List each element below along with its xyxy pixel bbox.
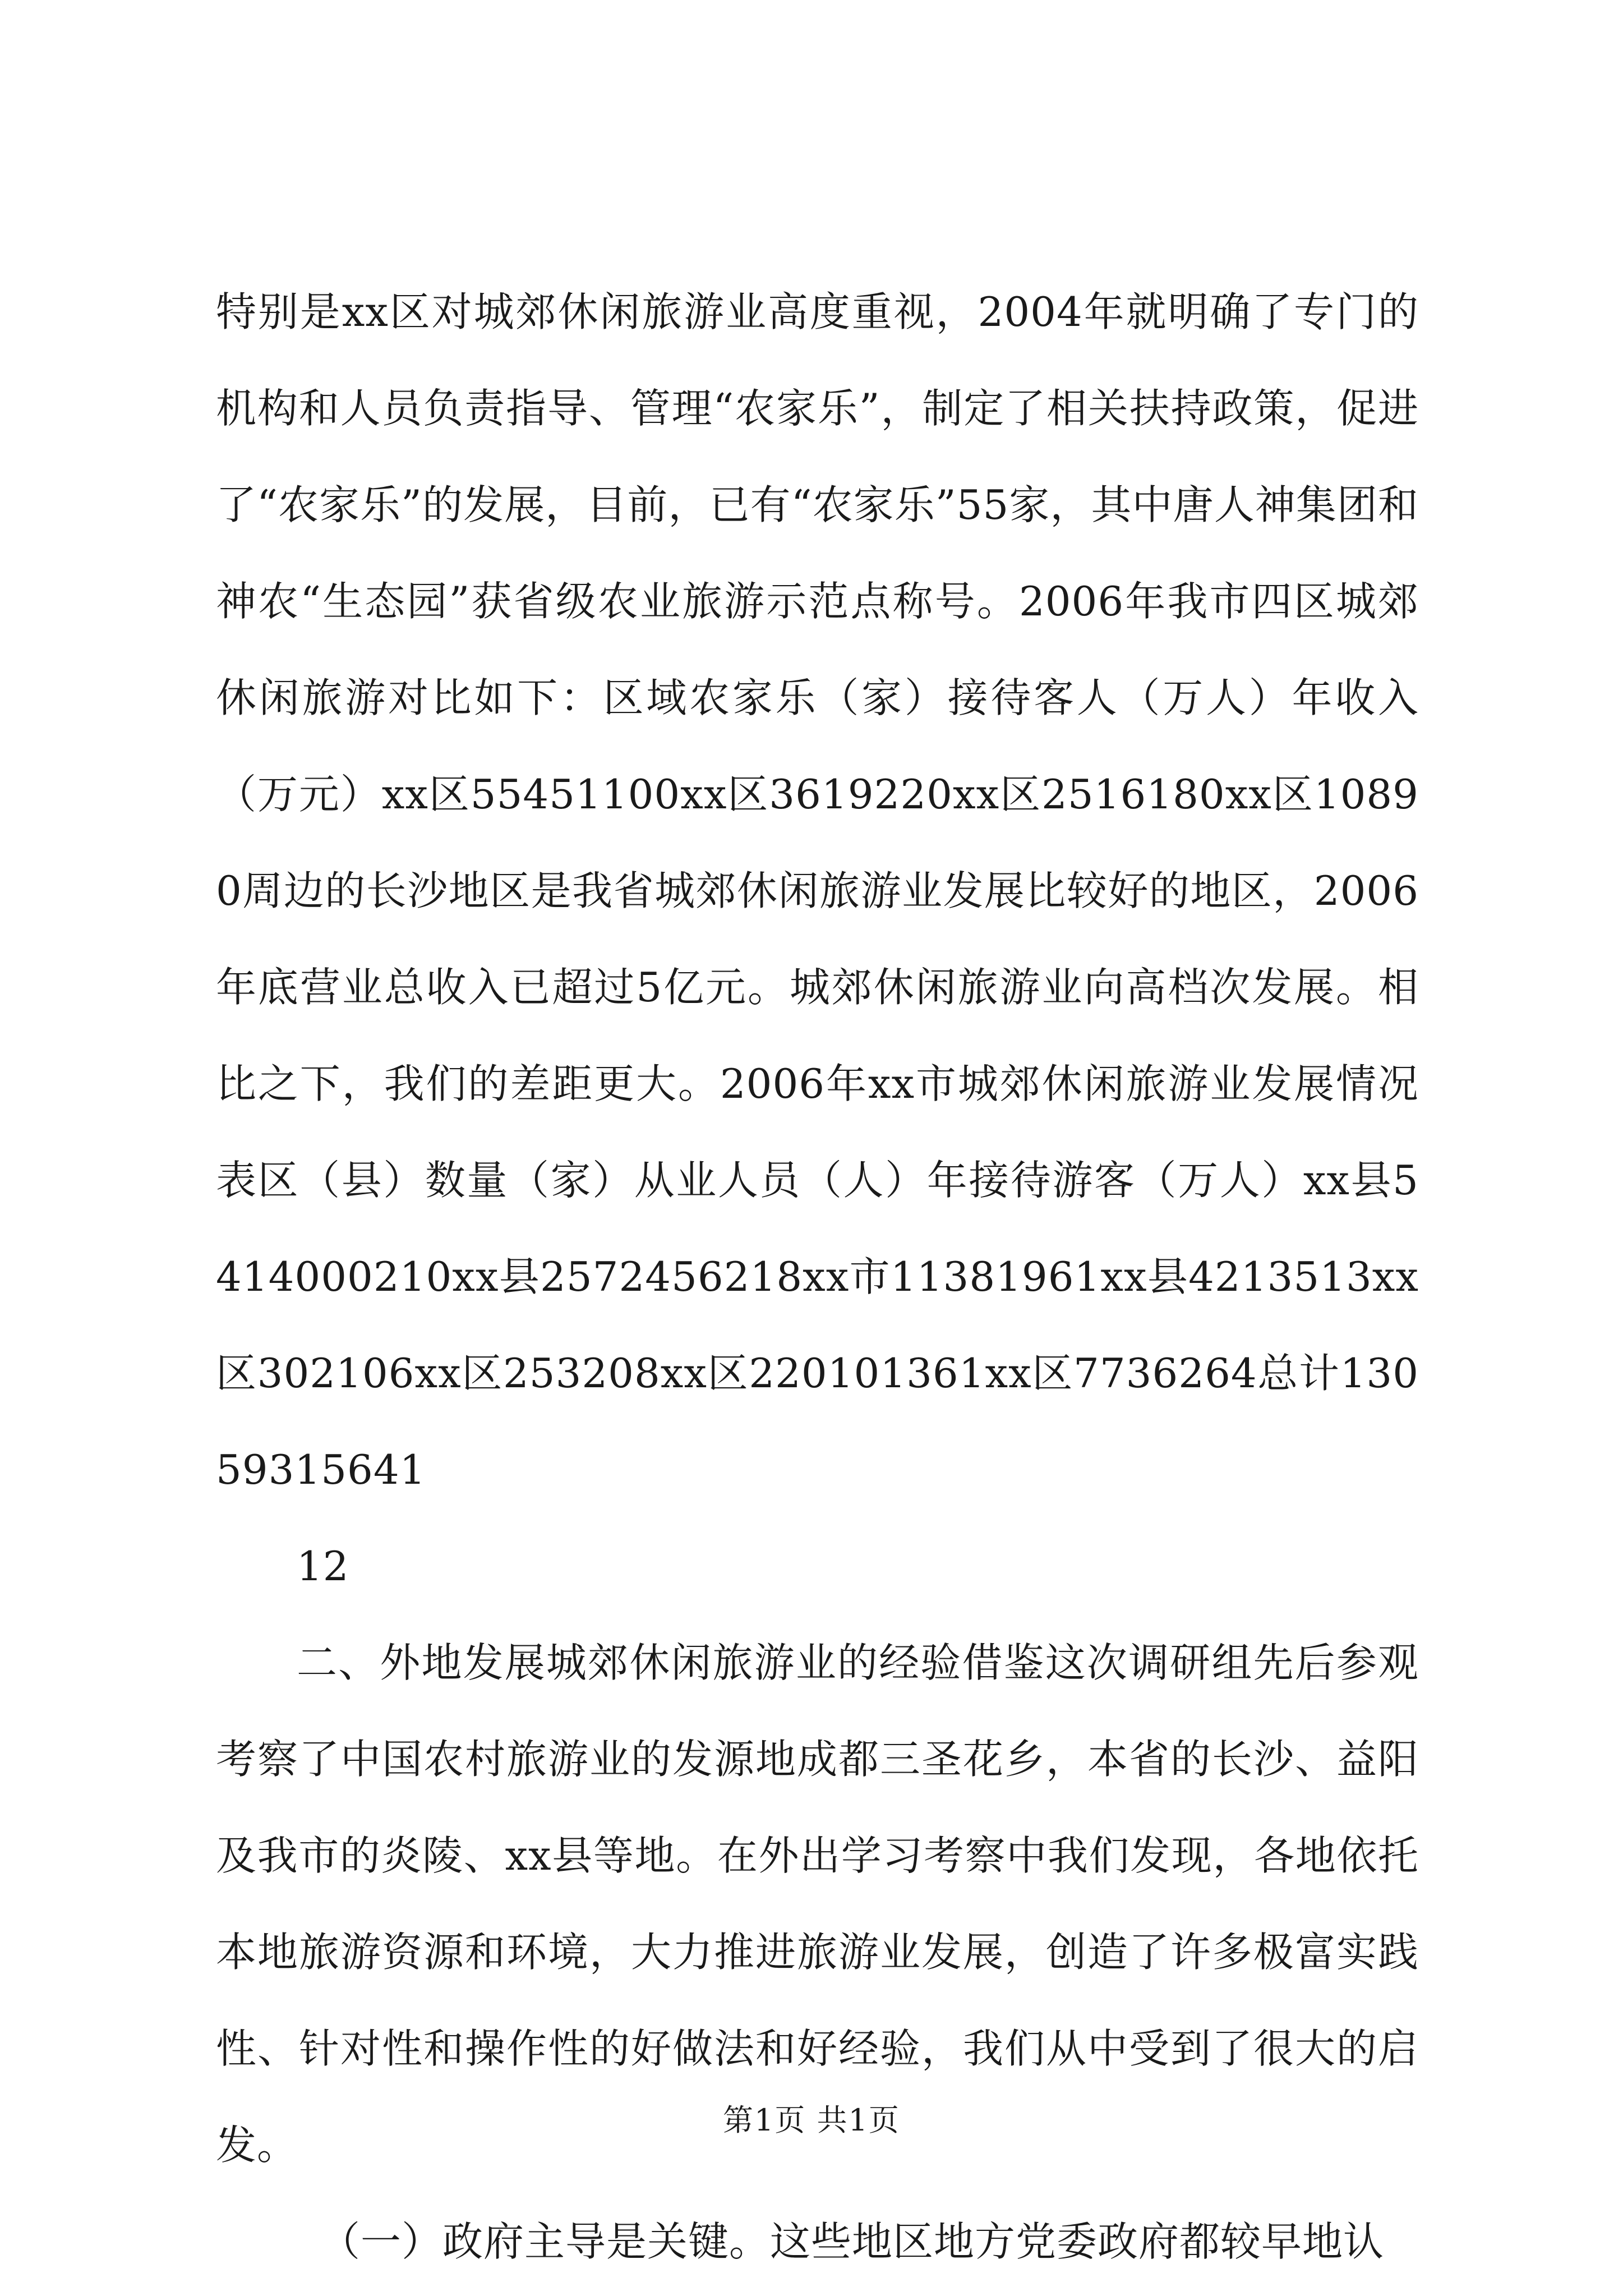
page-footer xyxy=(0,2098,1623,2143)
paragraph-rural-tourism-stats: 特别是xx区对城郊休闲旅游业高度重视，2004年就明确了专门的机构和人员负责指导、管理“农家乐”，制定了相关扶持政策，促进了“农家乐”的发展，目前，已有“农家乐”55家，其中唐人神集团和神农“生态园”获省级农业旅游示范点称号。2006年我市四区城郊休闲旅游对比如下：区域农家乐（家）接待客人（万人）年收入（万元）xx区55451100xx区3619220xx区2516180xx区10890周边的长沙地区是我省城郊休闲旅游业发展比较好的地区，2006年底营业总收入已超过5亿元。城郊休闲旅游业向高档次发展。相比之下，我们的差距更大。2006年xx市城郊休闲旅游业发展情况表区（县）数量（家）从业人员（人）年接待游客（万人）xx县5414000210xx县2572456218xx市11381961xx县4213513xx区302106xx区253208xx区220101361xx区7736264总计13059315641 xyxy=(216,288,1419,1493)
document-body xyxy=(216,264,1419,2290)
paragraph-government-leadership: （一）政府主导是关键。这些地区地方党委政府都较早地认 xyxy=(320,2218,1385,2265)
paragraph-external-experience: 二、外地发展城郊休闲旅游业的经验借鉴这次调研组先后参观考察了中国农村旅游业的发源地成都三圣花乡，本省的长沙、益阳及我市的炎陵、xx县等地。在外出学习考察中我们发现，各地依托本地旅游资源和环境，大力推进旅游业发展，创造了许多极富实践性、针对性和操作性的好做法和好经验，我们从中受到了很大的启发。 xyxy=(216,1639,1419,2169)
paragraph-number-fragment: 12 xyxy=(297,1543,349,1590)
page-indicator: 第1页 共1页 xyxy=(723,2102,900,2138)
